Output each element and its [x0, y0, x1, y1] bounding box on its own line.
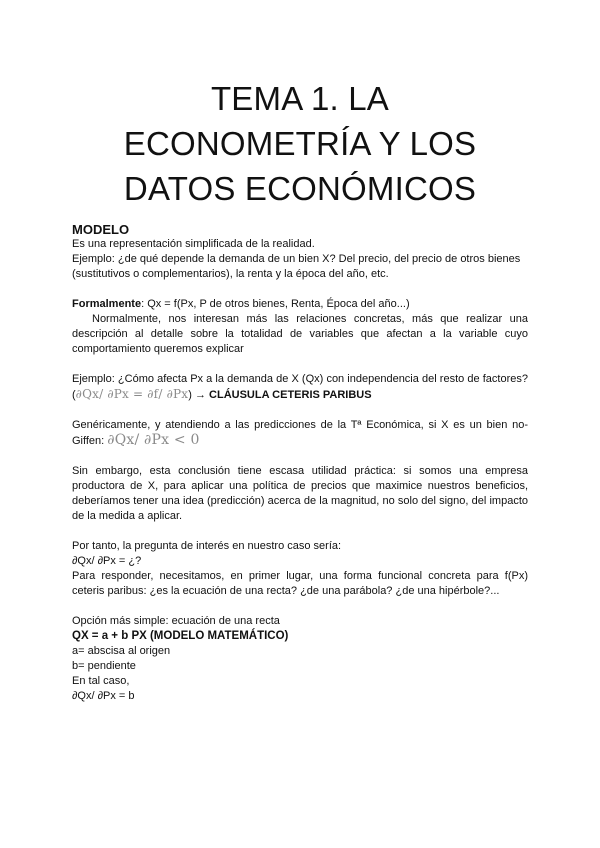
giffen-text: Genéricamente, y atendiendo a las predicciones de la Tª Económica, si X es un bien no-Giffen:	[72, 419, 528, 447]
page-title	[60, 76, 540, 211]
ejemplo-text: Ejemplo: ¿Cómo afecta Px a la demanda de X (Qx) con independencia del resto de factores? (	[72, 373, 528, 401]
ejemplo-paragraph	[72, 372, 528, 403]
document-body	[72, 222, 528, 704]
modelo-matematico: QX = a + b PX (MODELO MATEMÁTICO)	[72, 630, 289, 642]
modelo-example: Ejemplo: ¿de qué depende la demanda de un bien X? Del precio, del precio de otros bienes (sustitutivos o complementarios), la renta y la época del año, etc.	[72, 253, 521, 280]
formal-line	[72, 297, 528, 312]
pregunta-formula: ∂Qx/ ∂Px = ¿?	[72, 555, 142, 567]
result-formula: ∂Qx/ ∂Px = b	[72, 690, 135, 702]
partial-derivative-formula: ∂Qx/ ∂Px = ∂f/ ∂Px	[75, 387, 189, 401]
b-definition: b= pendiente	[72, 660, 136, 672]
arrow-symbol: →	[194, 389, 206, 401]
formal-formula: : Qx = f(Px, P de otros bienes, Renta, Época del año...)	[141, 298, 410, 310]
formal-paragraph: Normalmente, nos interesan más las relaciones concretas, más que realizar una descripción al detalle sobre la totalidad de variables que afectan a la variable cuyo comportamiento queremos explicar	[72, 313, 528, 355]
sin-embargo-paragraph: Sin embargo, esta conclusión tiene escasa utilidad práctica: si somos una empresa productora de X, para aplicar una política de precios que maximice nuestros beneficios, deberíamos tener una idea (predicción) acerca de la magnitud, no solo del signo, del impacto de la medida a aplicar.	[72, 465, 528, 522]
title-line-1: TEMA 1. LA	[210, 80, 390, 117]
responder-paragraph: Para responder, necesitamos, en primer lugar, una forma funcional concreta para f(Px) ceteris paribus: ¿es la ecuación de una recta? ¿de una parábola? ¿de una hipérbole?...	[72, 570, 528, 597]
pregunta-text: Por tanto, la pregunta de interés en nuestro caso sería:	[72, 540, 342, 552]
ejemplo-close: )	[188, 389, 192, 401]
en-tal-caso: En tal caso,	[72, 675, 130, 687]
ceteris-paribus-clause: CLÁUSULA CETERIS PARIBUS	[209, 389, 372, 401]
formal-label: Formalmente	[72, 298, 142, 310]
title-line-2: ECONOMETRÍA Y LOS	[123, 125, 477, 162]
opcion-intro: Opción más simple: ecuación de una recta	[72, 615, 280, 627]
section-heading-modelo: MODELO	[72, 222, 130, 237]
modelo-definition: Es una representación simplificada de la realidad.	[72, 238, 315, 250]
title-line-3: DATOS ECONÓMICOS	[123, 170, 477, 207]
giffen-paragraph	[72, 418, 528, 449]
a-definition: a= abscisa al origen	[72, 645, 171, 657]
giffen-formula: ∂Qx/ ∂Px < 0	[107, 432, 200, 448]
